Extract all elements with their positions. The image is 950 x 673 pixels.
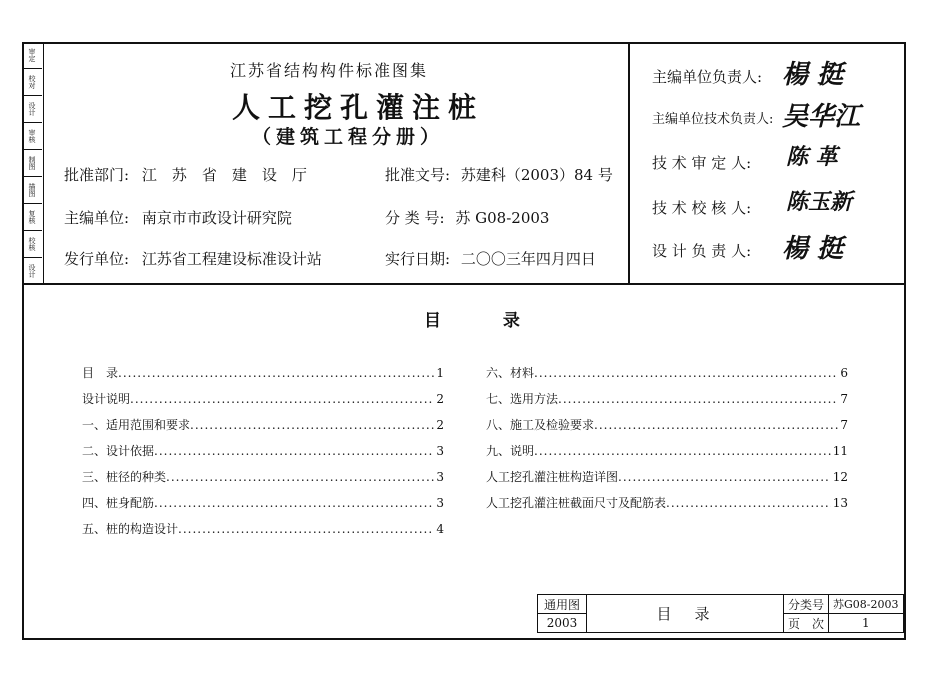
- toc-entry-page: 13: [832, 496, 848, 510]
- class-number-value: 苏 G08-2003: [455, 209, 550, 227]
- toc-entry-title: 目 录: [82, 366, 119, 380]
- signature-row: [652, 197, 751, 218]
- toc-entry-title: 五、桩的构造设计: [82, 522, 179, 536]
- effective-date: [385, 248, 596, 269]
- page-label: 页 次: [784, 614, 829, 633]
- toc-entry: [82, 442, 444, 459]
- side-cell: 复核: [22, 204, 42, 231]
- toc-entry-title: 人工挖孔灌注桩截面尺寸及配筋表: [486, 496, 667, 510]
- toc-entry-page: 6: [840, 366, 848, 380]
- signature-role: 主编单位负责人:: [652, 68, 763, 86]
- title-block: [537, 594, 904, 633]
- toc-entry-title: 设计说明: [82, 392, 131, 406]
- editor-unit: [64, 207, 292, 228]
- effective-date-value: 二〇〇三年四月四日: [460, 250, 596, 268]
- toc-entry-title: 一、适用范围和要求: [82, 418, 191, 432]
- toc-entry: [486, 494, 848, 511]
- toc-entry-title: 九、说明: [486, 444, 535, 458]
- issuer-value: 江苏省工程建设标准设计站: [141, 250, 322, 268]
- toc-entry-page: 3: [436, 470, 444, 484]
- toc-entry-title: 人工挖孔灌注桩构造详图: [486, 470, 619, 484]
- handwritten-signature: 楊 挺: [782, 60, 844, 90]
- general-label: 通用图: [538, 595, 587, 614]
- page-subtitle: （建筑工程分册）: [252, 126, 445, 148]
- side-signoff-strip: [22, 42, 44, 285]
- side-cell: 校核: [22, 231, 42, 258]
- toc-entry-page: 12: [832, 470, 848, 484]
- toc-entry-page: 4: [436, 522, 444, 536]
- approval-dept-label: 批准部门:: [64, 166, 130, 184]
- side-cell: 校对: [22, 69, 42, 96]
- toc-entry-page: 1: [436, 366, 444, 380]
- editor-unit-value: 南京市市政设计研究院: [141, 209, 292, 227]
- handwritten-signature: 陈 革: [786, 144, 838, 170]
- toc-entry-title: 六、材料: [486, 366, 535, 380]
- effective-date-label: 实行日期:: [385, 250, 451, 268]
- class-number: [385, 207, 549, 228]
- side-cell: 设计: [22, 96, 42, 123]
- signature-role: 技 术 校 核 人:: [652, 199, 752, 217]
- toc-entry: [82, 494, 444, 511]
- sheet-name: 目 录: [587, 595, 784, 633]
- toc-entry-title: 八、施工及检验要求: [486, 418, 595, 432]
- class-number-label: 分 类 号:: [385, 209, 445, 227]
- signature-row: [652, 152, 751, 173]
- approval-doc-value: 苏建科（2003）84 号: [460, 166, 613, 184]
- toc-entry-page: 3: [436, 444, 444, 458]
- toc-entry-title: 四、桩身配筋: [82, 496, 155, 510]
- toc-entry: [486, 442, 848, 459]
- toc-entry-page: 7: [840, 418, 848, 432]
- signature-role: 设 计 负 责 人:: [652, 242, 752, 260]
- handwritten-signature: 楊 挺: [782, 234, 844, 264]
- toc-entry: [82, 364, 444, 381]
- toc-entry: [82, 468, 444, 485]
- side-cell: 审定: [22, 42, 42, 69]
- editor-unit-label: 主编单位:: [64, 209, 130, 227]
- toc-entry: [82, 520, 444, 537]
- toc-entry-page: 2: [436, 392, 444, 406]
- toc-entry-page: 11: [832, 444, 848, 458]
- toc-entry: [486, 364, 848, 381]
- toc-entry: [486, 468, 848, 485]
- side-cell: 制图: [22, 150, 42, 177]
- class-value: 苏G08-2003: [829, 595, 904, 614]
- signature-row: [652, 240, 751, 261]
- side-cell: 设计: [28, 263, 36, 278]
- page-value: 1: [829, 614, 904, 633]
- handwritten-signature: 吴华江: [782, 102, 861, 132]
- toc-entry-title: 三、桩径的种类: [82, 470, 167, 484]
- handwritten-signature: 陈玉新: [786, 189, 853, 215]
- toc-title: 目 录: [424, 311, 548, 331]
- toc-entry-page: 3: [436, 496, 444, 510]
- toc-entry: [486, 390, 848, 407]
- class-label: 分类号: [784, 595, 829, 614]
- toc-entry: [486, 416, 848, 433]
- signature-row: [652, 66, 762, 87]
- year-value: 2003: [538, 614, 587, 633]
- issuer-label: 发行单位:: [64, 250, 130, 268]
- signature-role: 主编单位技术负责人:: [652, 112, 774, 127]
- atlas-series: 江苏省结构构件标准图集: [230, 61, 429, 80]
- toc-entry-page: 2: [436, 418, 444, 432]
- header-divider: [628, 42, 630, 285]
- toc-entry-title: 七、选用方法: [486, 392, 559, 406]
- side-cell: 审核: [22, 123, 42, 150]
- approval-dept-value: 江 苏 省 建 设 厅: [141, 166, 307, 184]
- approval-doc: [385, 164, 613, 185]
- approval-doc-label: 批准文号:: [385, 166, 451, 184]
- toc-entry-title: 二、设计依据: [82, 444, 155, 458]
- toc-entry: [82, 416, 444, 433]
- side-cell: 描图: [22, 177, 42, 204]
- page-title: 人工挖孔灌注桩: [232, 91, 485, 124]
- signature-role: 技 术 审 定 人:: [652, 154, 752, 172]
- signature-row: [652, 108, 773, 127]
- approval-dept: [64, 164, 307, 185]
- issuer: [64, 248, 322, 269]
- toc-entry: [82, 390, 444, 407]
- toc-entry-page: 7: [840, 392, 848, 406]
